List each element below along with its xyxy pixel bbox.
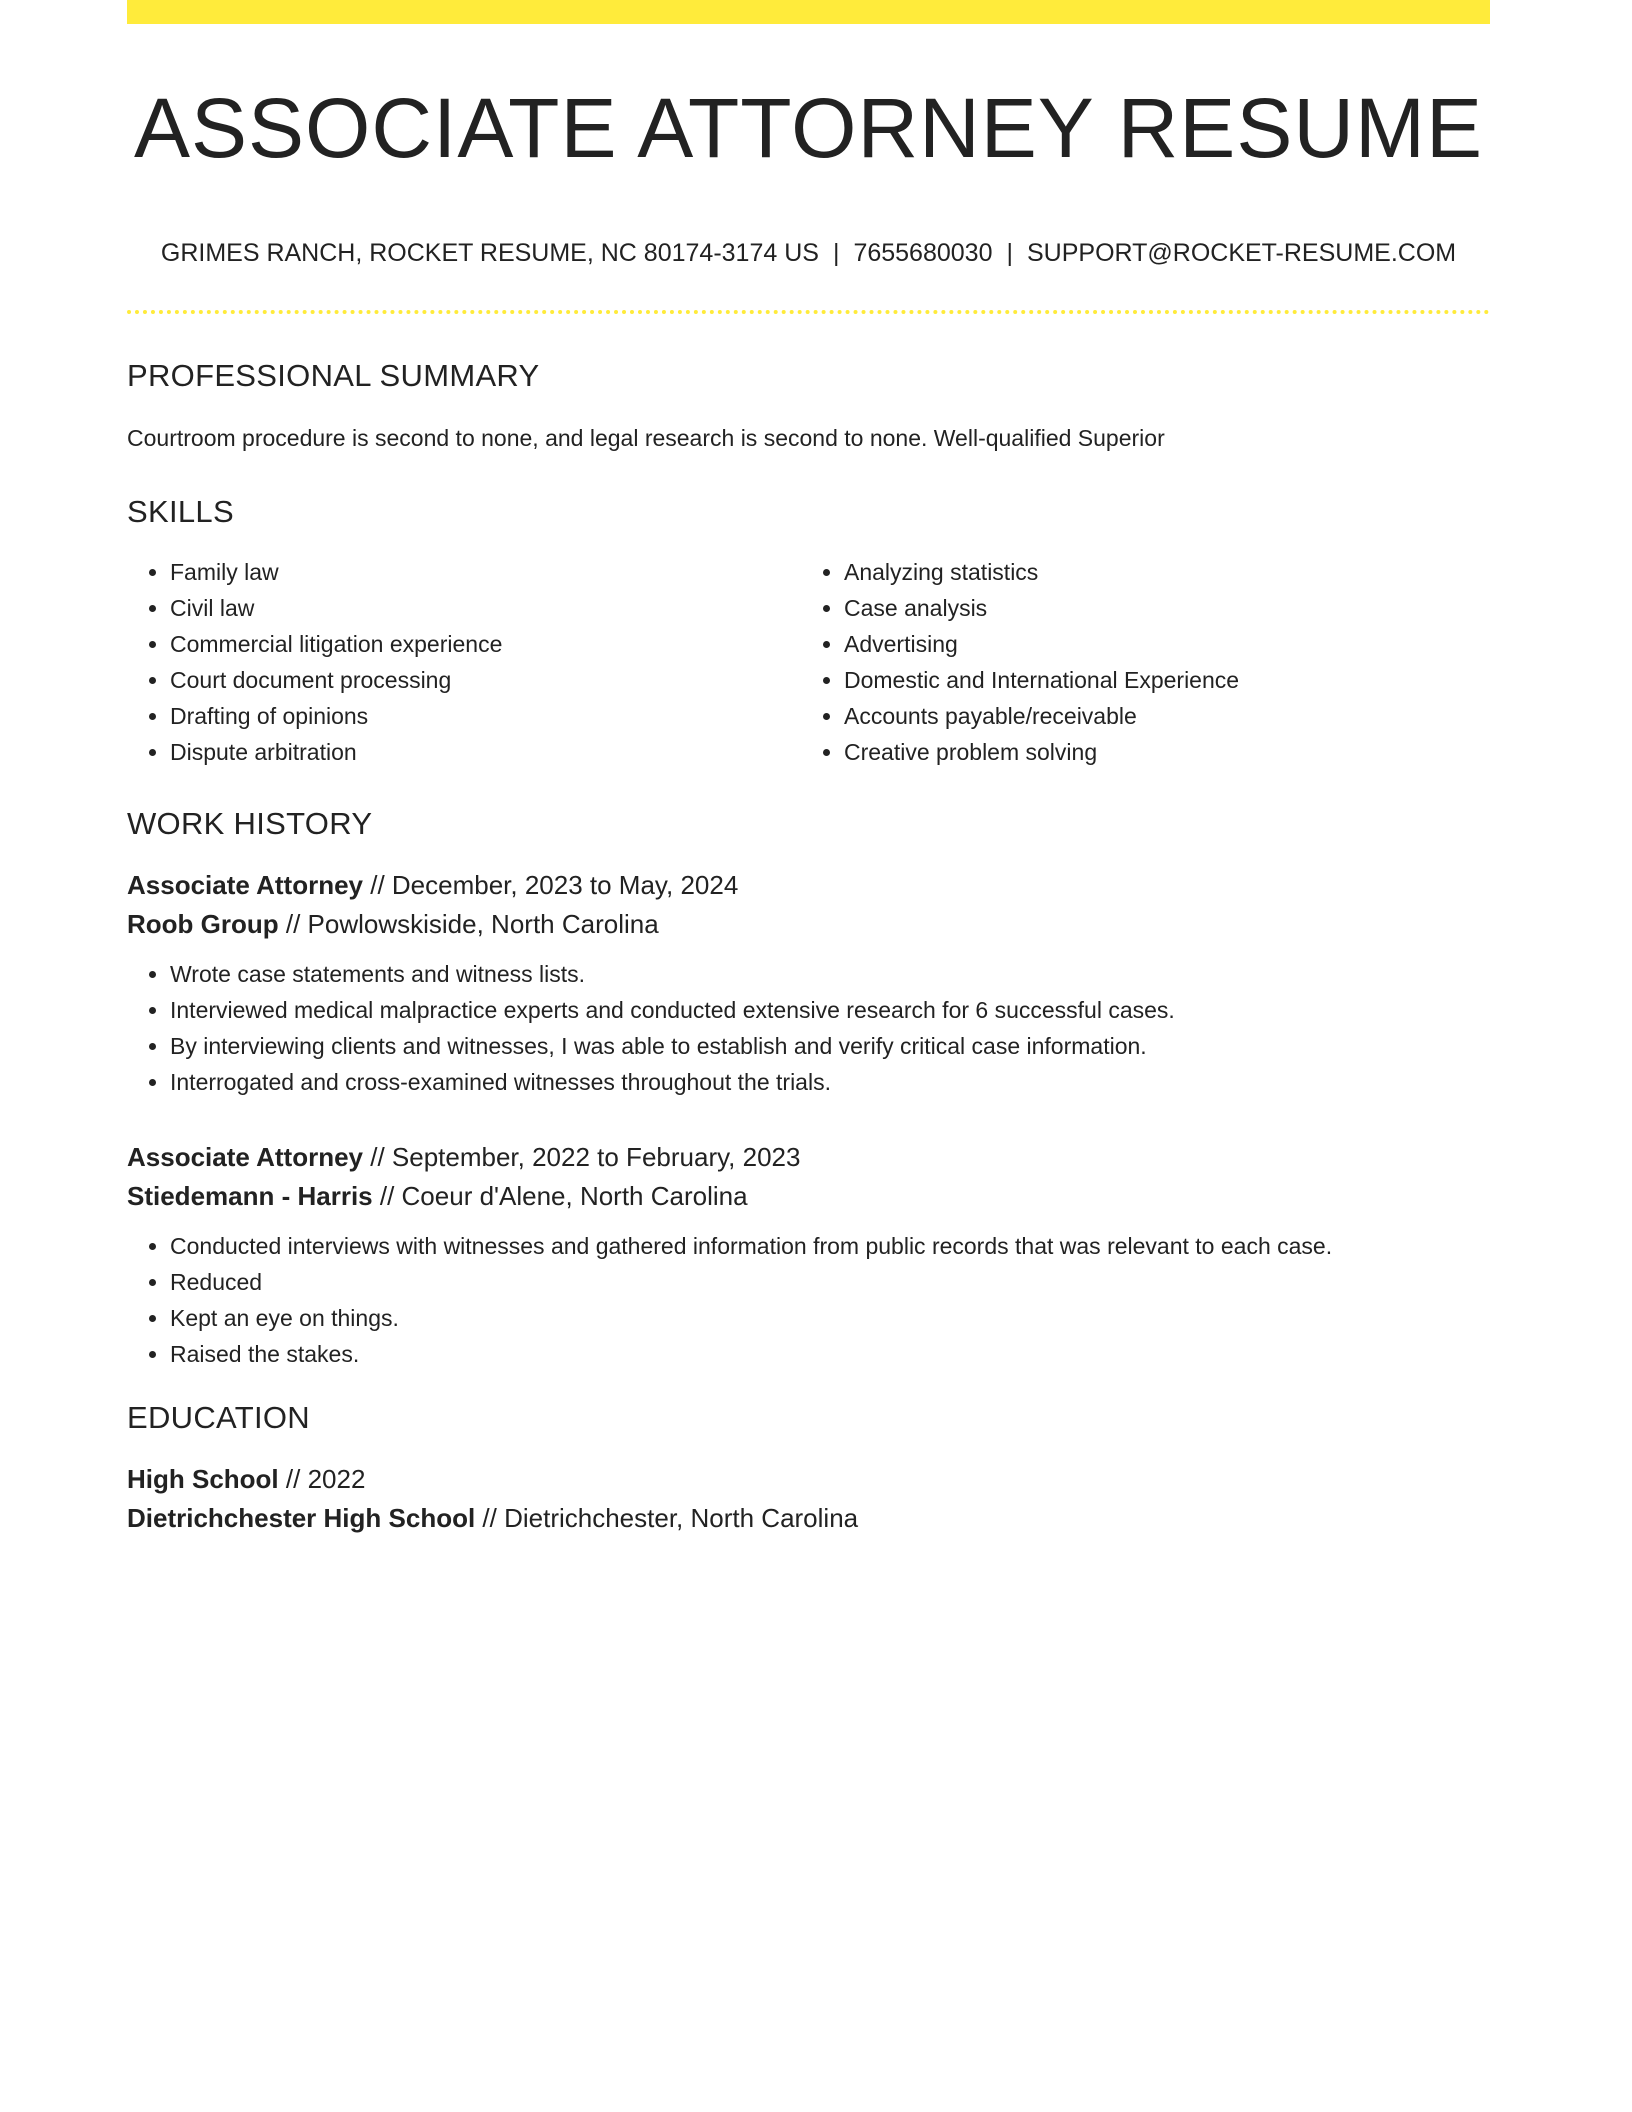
job-bullet: • Conducted interviews with witnesses and gathered information from public records that was relevant to each case. — [170, 1228, 1490, 1264]
education-school-line — [127, 1499, 1490, 1538]
job-entry — [127, 866, 1490, 1100]
skills-list-left — [127, 554, 799, 770]
job-role: Associate Attorney — [127, 1142, 363, 1173]
skills-columns — [127, 554, 1490, 770]
contact-email: SUPPORT@ROCKET-RESUME.COM — [1026, 239, 1457, 268]
skill-item: • Domestic and International Experience — [844, 662, 1473, 698]
job-bullets — [127, 956, 1490, 1100]
job-bullet: • By interviewing clients and witnesses, I was able to establish and verify critical case information. — [170, 1028, 1490, 1064]
job-bullet: • Raised the stakes. — [170, 1336, 1490, 1372]
skill-item: • Drafting of opinions — [170, 698, 799, 734]
education-school: Dietrichchester High School — [127, 1503, 476, 1534]
job-entry — [127, 1138, 1490, 1372]
job-company: Roob Group — [127, 909, 279, 940]
job-location: // Powlowskiside, North Carolina — [278, 909, 659, 940]
skill-item: • Analyzing statistics — [844, 554, 1473, 590]
job-bullet: • Kept an eye on things. — [170, 1300, 1490, 1336]
job-bullets — [127, 1228, 1490, 1372]
contact-separator: | — [1006, 239, 1013, 268]
work-history-heading: WORK HISTORY — [127, 806, 373, 842]
job-company: Stiedemann - Harris — [127, 1181, 373, 1212]
skill-item: • Commercial litigation experience — [170, 626, 799, 662]
resume-title: ASSOCIATE ATTORNEY RESUME — [133, 81, 1484, 175]
education-entry — [127, 1460, 1490, 1538]
job-dates: // December, 2023 to May, 2024 — [363, 870, 739, 901]
job-role: Associate Attorney — [127, 870, 363, 901]
job-dates: // September, 2022 to February, 2023 — [363, 1142, 801, 1173]
dotted-divider — [127, 310, 1490, 314]
education-degree-line — [127, 1460, 1490, 1499]
skill-item: • Case analysis — [844, 590, 1473, 626]
job-role-line — [127, 1138, 1490, 1177]
resume-page — [127, 0, 1490, 1538]
skills-heading: SKILLS — [127, 494, 234, 530]
skill-item: • Creative problem solving — [844, 734, 1473, 770]
job-bullet: • Interviewed medical malpractice experts and conducted extensive research for 6 successful cases. — [170, 992, 1490, 1028]
contact-phone: 7655680030 — [853, 239, 993, 268]
skill-item: • Family law — [170, 554, 799, 590]
summary-heading: PROFESSIONAL SUMMARY — [127, 358, 540, 394]
skills-list-right — [799, 554, 1473, 770]
contact-separator: | — [832, 239, 840, 268]
education-year: // 2022 — [278, 1464, 366, 1495]
job-location: // Coeur d'Alene, North Carolina — [372, 1181, 748, 1212]
accent-top-bar — [127, 0, 1490, 24]
skill-item: • Court document processing — [170, 662, 799, 698]
skill-item: • Accounts payable/receivable — [844, 698, 1473, 734]
summary-text: Courtroom procedure is second to none, and legal research is second to none. Well-qualified Superior — [127, 425, 1165, 452]
job-company-line — [127, 905, 1490, 944]
education-degree: High School — [127, 1464, 279, 1495]
job-bullet: • Interrogated and cross-examined witnesses throughout the trials. — [170, 1064, 1490, 1100]
job-bullet: • Reduced — [170, 1264, 1490, 1300]
education-heading: EDUCATION — [127, 1400, 310, 1436]
education-location: // Dietrichchester, North Carolina — [475, 1503, 859, 1534]
job-bullet: • Wrote case statements and witness lists. — [170, 956, 1490, 992]
skill-item: • Advertising — [844, 626, 1473, 662]
skill-item: • Dispute arbitration — [170, 734, 799, 770]
job-role-line — [127, 866, 1490, 905]
contact-address: GRIMES RANCH, ROCKET RESUME, NC 80174-3174 US — [160, 239, 819, 268]
job-company-line — [127, 1177, 1490, 1216]
skill-item: • Civil law — [170, 590, 799, 626]
contact-line — [127, 239, 1490, 268]
